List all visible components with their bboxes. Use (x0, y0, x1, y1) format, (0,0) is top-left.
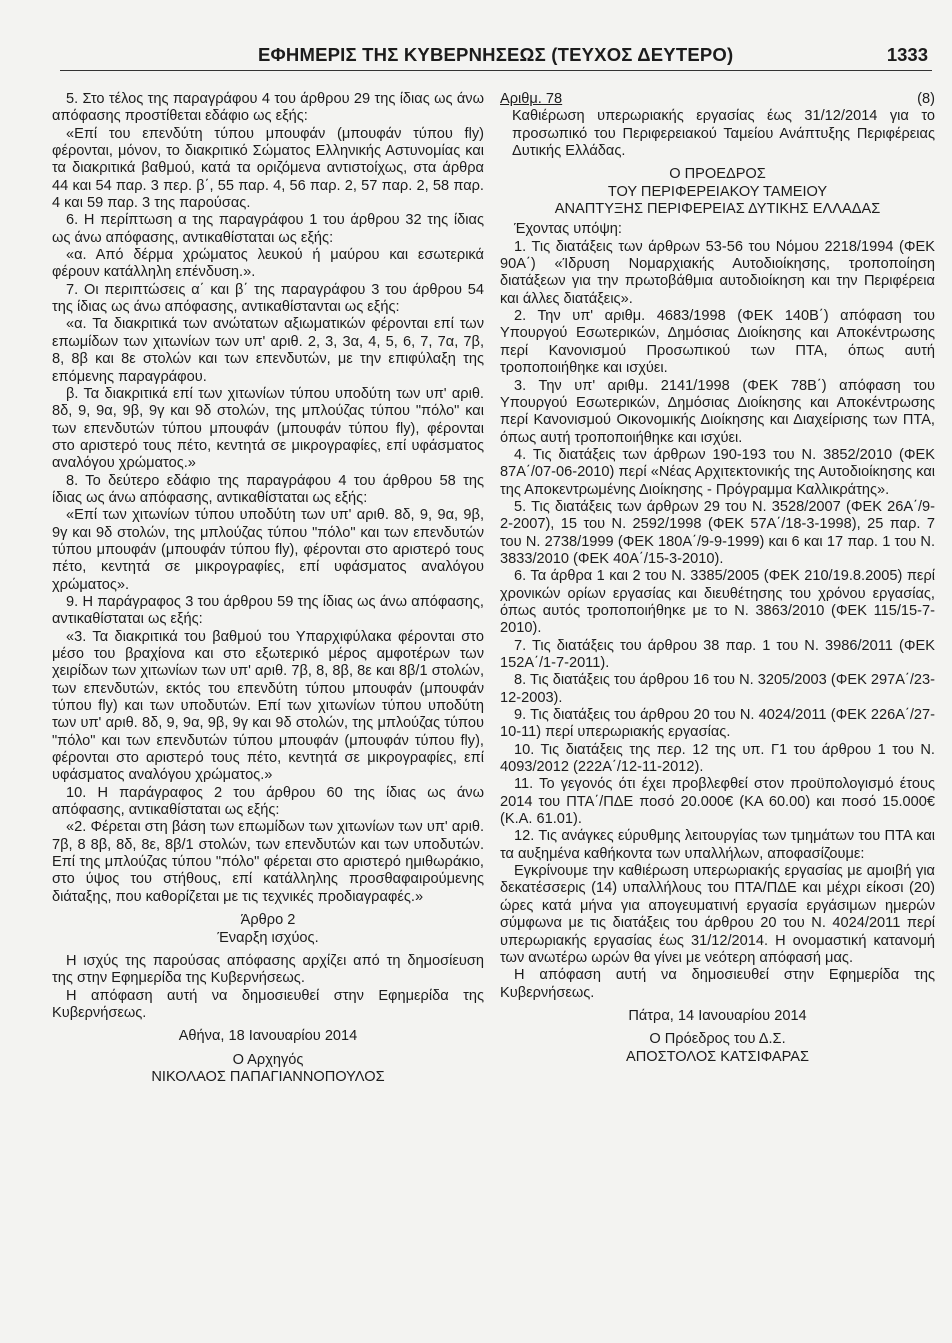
paragraph: 9. Η παράγραφος 3 του άρθρου 59 της ίδιας ως άνω απόφασης, αντικαθίσταται ως εξής: (52, 593, 484, 628)
paragraph: «Επί του επενδύτη τύπου μπουφάν (μπουφάν τύπου fly) φέρονται, μόνον, το διακριτικό Σώματος Ελληνικής Αστυνομίας και τα διακριτικά βαθμού, κατά τα οριζόμενα αντιστοίχως, στα άρθρα 44 και 54 παρ. 3 περ. β΄, 55 παρ. 4, 56 παρ. 2, 57 παρ. 2, 58 παρ. 4 και 59 παρ. 3 της παρούσας. (52, 125, 484, 212)
list-item: 3. Την υπ' αριθμ. 2141/1998 (ΦΕΚ 78Β΄) απόφαση του Υπουργού Εσωτερικών, Δημόσιας Διοίκησης και Αποκέντρωσης περί Κανονισμού Οικονομικής Διοίκησης και Διαχείρισης των ΠΤΑ, όπως αυτή τροποποιήθηκε και ισχύει. (500, 377, 935, 446)
list-item: 8. Τις διατάξεις του άρθρου 16 του Ν. 3205/2003 (ΦΕΚ 297Α΄/23-12-2003). (500, 672, 935, 706)
paragraph: 6. Η περίπτωση α της παραγράφου 1 του άρθρου 32 της ίδιας ως άνω απόφασης, αντικαθίσταται ως εξής: (52, 212, 484, 246)
list-item: 10. Τις διατάξεις της περ. 12 της υπ. Γ1 του άρθρου 1 του Ν. 4093/2012 (222Α΄/12-11-2012). (500, 741, 935, 776)
signer-name: ΑΠΟΣΤΟΛΟΣ ΚΑΤΣΙΦΑΡΑΣ (626, 1048, 809, 1065)
paragraph: «2. Φέρεται στη βάση των επωμίδων των χιτωνίων των υπ' αριθ. 7β, 8 8β, 8δ, 8ε, 8β/1 στολών, των επενδυτών και των υποδυτών. Επί της μπλούζας τύπου "πόλο" φέρεται στο αριστερό ημιθωράκιο, στο ύψος του στήθους, επί κατάλληλης προσθαφαιρούμενης διάταξης, που καθορίζεται με τις τεχνικές προδιαγραφές.» (52, 819, 484, 905)
paragraph: Η ισχύς της παρούσας απόφασης αρχίζει από τη δημοσίευση της στην Εφημερίδα της Κυβερνήσεως. (52, 952, 484, 987)
decree-header (500, 91, 935, 108)
authority-line: ΤΟΥ ΠΕΡΙΦΕΡΕΙΑΚΟΥ ΤΑΜΕΙΟΥ (607, 183, 828, 200)
right-column (500, 91, 935, 1066)
paragraph: «α. Από δέρμα χρώματος λευκού ή μαύρου και εσωτερικά φέρουν κατάλληλη επένδυση.». (52, 247, 484, 281)
authority-line: Ο ΠΡΟΕΔΡΟΣ (669, 166, 766, 183)
paragraph: 10. Η παράγραφος 2 του άρθρου 60 της ίδιας ως άνω απόφασης, αντικαθίσταται ως εξής: (52, 784, 484, 819)
decree-title: Καθιέρωση υπερωριακής εργασίας έως 31/12/2014 για το προσωπικό του Περιφερειακού Ταμείου Ανάπτυξης Περιφέρειας Δυτικής Ελλάδας. (512, 108, 935, 160)
list-item: 7. Τις διατάξεις του άρθρου 38 παρ. 1 του Ν. 3986/2011 (ΦΕΚ 152Α΄/1-7-2011). (500, 637, 935, 671)
list-item: 12. Τις ανάγκες εύρυθμης λειτουργίας των τμημάτων του ΠΤΑ και τα αυξημένα καθήκοντα των υπαλλήλων, αποφασίζουμε: (500, 828, 935, 862)
page-header (60, 44, 932, 71)
list-item: 6. Τα άρθρα 1 και 2 του Ν. 3385/2005 (ΦΕΚ 210/19.8.2005) περί χρονικών ορίων εργασίας και διευθέτησης του χρόνου εργασίας, όπως αυτός τροποποιήθηκε με το Ν. 3863/2010 (ΦΕΚ 115/15-7-2010). (500, 568, 935, 637)
list-item: 4. Τις διατάξεις των άρθρων 190-193 του Ν. 3852/2010 (ΦΕΚ 87Α΄/07-06-2010) περί «Νέας Αρχιτεκτονικής της Αυτοδιοίκησης και της Αποκεντρωμένης Διοίκησης - Πρόγραμμα Καλλικράτης». (500, 446, 935, 498)
gazette-title: ΕΦΗΜΕΡΙΣ ΤΗΣ ΚΥΒΕΡΝΗΣΕΩΣ (ΤΕΥΧΟΣ ΔΕΥΤΕΡΟ) (258, 44, 734, 65)
list-item: 9. Τις διατάξεις του άρθρου 20 του Ν. 4024/2011 (ΦΕΚ 226Α΄/27-10-11) περί υπερωριακής εργασίας. (500, 707, 935, 741)
left-column (52, 91, 484, 1086)
list-item: 5. Τις διατάξεις των άρθρων 29 του Ν. 3528/2007 (ΦΕΚ 26Α΄/9-2-2007), 15 του Ν. 2592/1998 (ΦΕΚ 57Α΄/18-3-1998), 25 παρ. 7 του Ν. 2738/1999 (ΦΕΚ 180Α΄/9-9-1999) και 6 και 17 παρ. 1 του Ν. 3833/2010 (ΦΕΚ 40Α΄/15-3-2010). (500, 498, 935, 567)
signer-title: Ο Αρχηγός (232, 1051, 304, 1068)
list-item: 2. Την υπ' αριθμ. 4683/1998 (ΦΕΚ 140Β΄) απόφαση του Υπουργού Εσωτερικών, Δημόσιας Διοίκησης και Αποκέντρωσης περί Κανονισμού Προσωπικού των ΠΤΑ, όπως αυτή τροποποιήθηκε και ισχύει. (500, 308, 935, 377)
paragraph: 7. Οι περιπτώσεις α΄ και β΄ της παραγράφου 3 του άρθρου 54 της ίδιας ως άνω απόφασης, αντικαθίστανται ως εξής: (52, 281, 484, 316)
signer-title: Ο Πρόεδρος του Δ.Σ. (649, 1031, 786, 1048)
paragraph: 5. Στο τέλος της παραγράφου 4 του άρθρου 29 της ίδιας ως άνω απόφασης προστίθεται εδάφιο ως εξής: (52, 91, 484, 125)
paragraph: β. Τα διακριτικά επί των χιτωνίων τύπου υποδύτη των υπ' αριθ. 8δ, 9, 9α, 9β, 9γ και 9δ στολών, της μπλούζας τύπου "πόλο" και των επενδυτών τύπου μπουφάν (μπουφάν τύπου fly), φέρονται στο αριστερό τους πέτο, κεντητά σε μικρογραφίες, επί υφάσματος αναλόγου χρώματος.» (52, 385, 484, 472)
list-item: 11. Το γεγονός ότι έχει προβλεφθεί στον προϋπολογισμό έτους 2014 του ΠΤΑ΄/ΠΔΕ ποσό 20.000€ (ΚΑ 60.00) και ποσό 15.000€ (Κ.Α. 61.01). (500, 776, 935, 828)
page-number: 1333 (886, 44, 928, 65)
decision-text: Εγκρίνουμε την καθιέρωση υπερωριακής εργασίας με αμοιβή για δεκατέσσερις (14) υπαλλήλους του ΠΤΑ/ΠΔΕ και μέχρι είκοσι (20) ώρες κατά μήνα για απογευματινή εργασία εργάσιμων ημερών σύμφωνα με τις διατάξεις του άρθρου 20 του Ν. 4024/2011 περί υπερωριακής εργασίας έως 31/12/2014. Η ονομαστική κατανομή των ανωτέρω ωρών θα γίνει με νεότερη απόφασή μας. (500, 863, 935, 966)
place-date: Αθήνα, 18 Ιανουαρίου 2014 (178, 1028, 358, 1045)
publish-text: Η απόφαση αυτή να δημοσιευθεί στην Εφημερίδα της Κυβερνήσεως. (500, 967, 935, 1001)
paragraph: 8. Το δεύτερο εδάφιο της παραγράφου 4 του άρθρου 58 της ίδιας ως άνω απόφασης, αντικαθίσταται ως εξής: (52, 472, 484, 506)
decree-ref: (8) (917, 91, 935, 107)
signer-name: ΝΙΚΟΛΑΟΣ ΠΑΠΑΓΙΑΝΝΟΠΟΥΛΟΣ (151, 1068, 385, 1085)
place-date: Πάτρα, 14 Ιανουαρίου 2014 (628, 1007, 807, 1024)
article-subtitle: Έναρξη ισχύος. (217, 929, 319, 946)
paragraph: «3. Τα διακριτικά του βαθμού του Υπαρχιφύλακα φέρονται στο μέσο του βραχίονα και στο εξωτερικό μέρος αμφοτέρων των χειρίδων των χιτωνίων των υπ' αριθ. 7β, 8, 8β, 8ε και 8β/1 στολών, των επενδυτών, εκτός του επενδύτη τύπου μπουφάν (μπουφάν τύπου fly) και των υποδυτών. Επί των χιτωνίων τύπου υποδύτη των υπ' αριθ. 8δ, 9, 9α, 9β, 9γ και 9δ στολών, της μπλούζας τύπου "πόλο" και των επενδυτών τύπου μπουφάν (μπουφάν τύπου fly), φέρονται στο αριστερό τους πέτο, κεντητά σε μικρογραφίες, επί υφάσματος αναλόγου χρώματος.» (52, 628, 484, 784)
decree-number: Αριθμ. 78 (500, 91, 563, 107)
article-title: Άρθρο 2 (240, 912, 296, 929)
paragraph: «Επί των χιτωνίων τύπου υποδύτη των υπ' αριθ. 8δ, 9, 9α, 9β, 9γ και 9δ στολών, της μπλούζας τύπου "πόλο" και των επενδυτών τύπου μπουφάν (μπουφάν τύπου fly), φέρονται στο αριστερό τους πέτο, κεντητά σε μικρογραφίες, επί υφάσματος αναλόγου χρώματος». (52, 507, 484, 593)
list-item: 1. Τις διατάξεις των άρθρων 53-56 του Νόμου 2218/1994 (ΦΕΚ 90Α΄) «Ίδρυση Νομαρχιακής Αυτοδιοίκησης, τροποποίηση διατάξεων για την πρωτοβάθμια αυτοδιοίκηση και την Περιφέρεια και άλλες διατάξεις». (500, 238, 935, 307)
paragraph: «α. Τα διακριτικά των ανώτατων αξιωματικών φέρονται επί των επωμίδων των χιτωνίων των υπ' αριθ. 2, 3, 3α, 4, 5, 6, 7, 7α, 7β, 8, 8β και 8ε στολών και των επενδυτών, με την επιφύλαξη της επόμενης παραγράφου. (52, 316, 484, 385)
considering-label: Έχοντας υπόψη: (514, 221, 622, 238)
authority-line: ΑΝΑΠΤΥΞΗΣ ΠΕΡΙΦΕΡΕΙΑΣ ΔΥΤΙΚΗΣ ΕΛΛΑΔΑΣ (554, 201, 881, 218)
paragraph: Η απόφαση αυτή να δημοσιευθεί στην Εφημερίδα της Κυβερνήσεως. (52, 987, 484, 1021)
